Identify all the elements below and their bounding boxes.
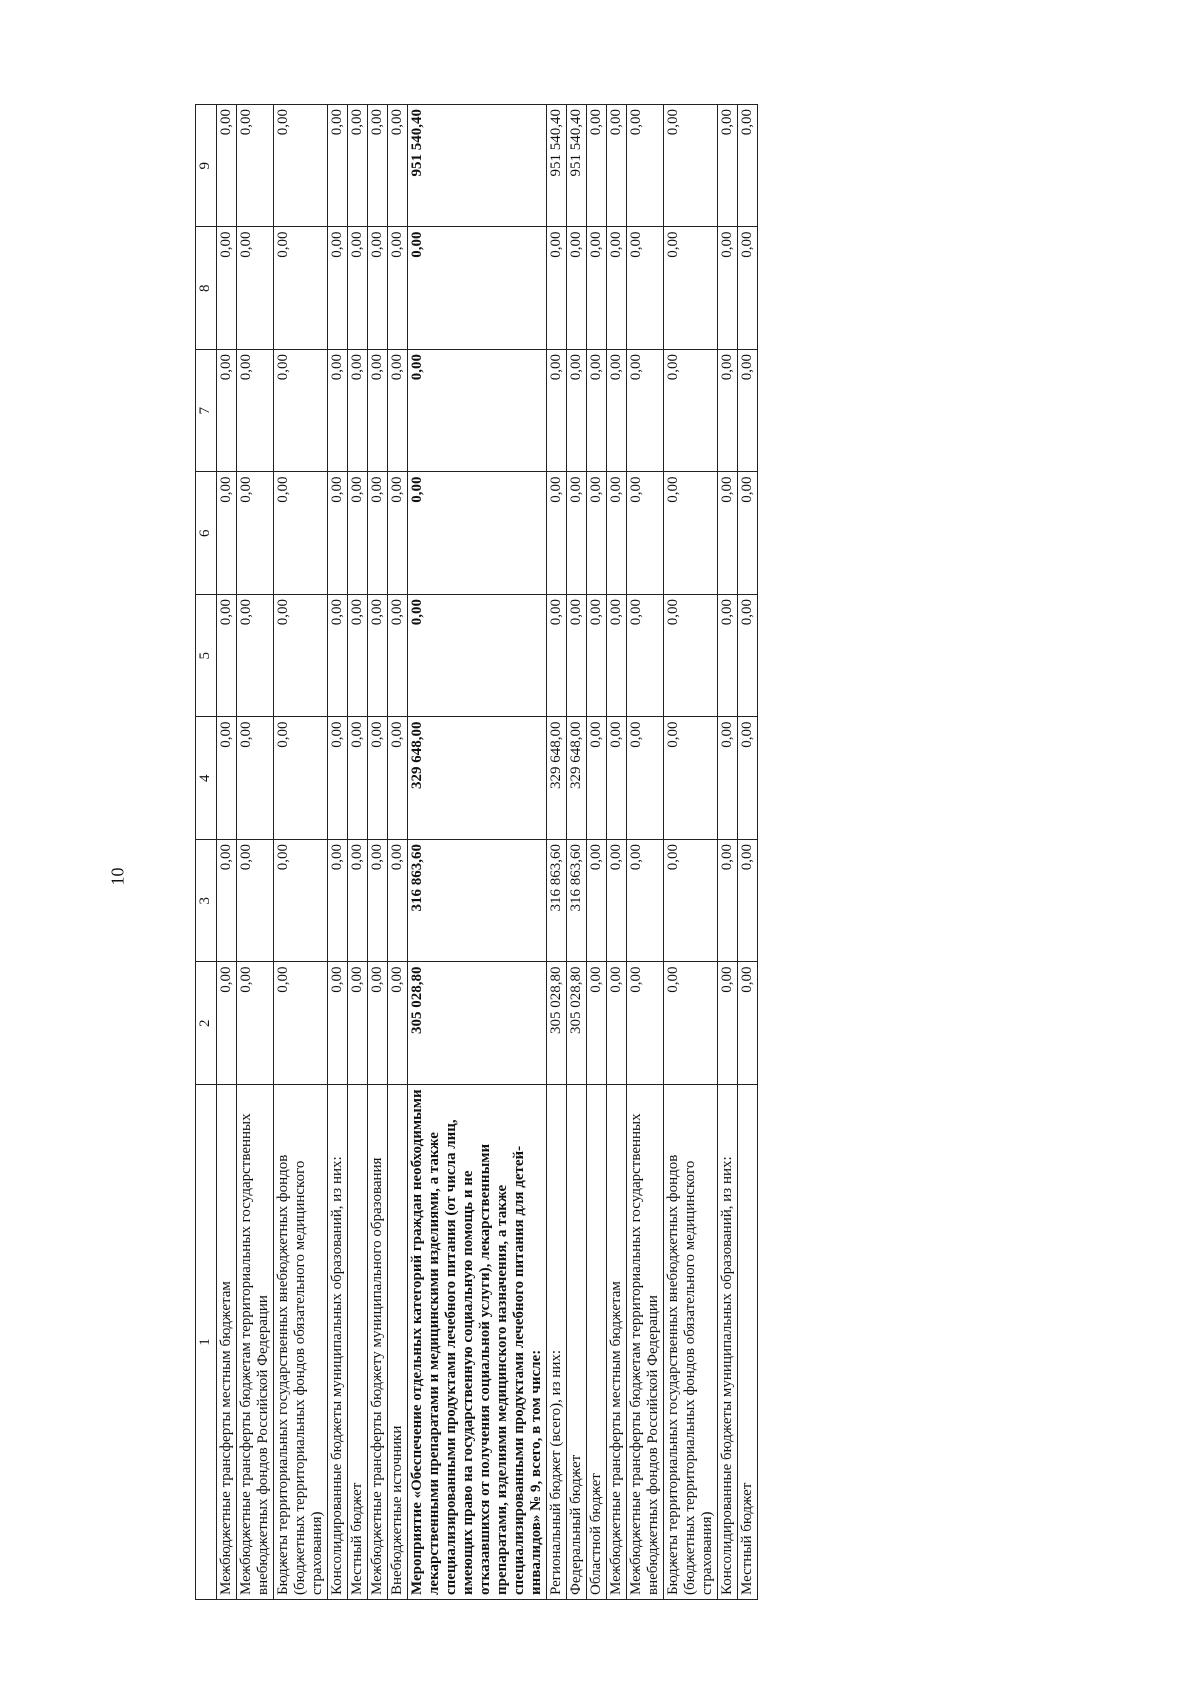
- page-number: 10: [107, 867, 128, 886]
- value-cell: 951 540,40: [547, 105, 567, 228]
- value-cell: 0,00: [547, 472, 567, 595]
- value-cell: 316 863,60: [408, 840, 547, 963]
- value-cell: 0,00: [408, 472, 547, 595]
- value-cell: 0,00: [348, 350, 368, 473]
- value-cell: 0,00: [664, 472, 718, 595]
- table-row: [348, 105, 368, 1600]
- value-cell: 0,00: [627, 105, 664, 228]
- row-label: Консолидированные бюджеты муниципальных образований, из них:: [328, 1085, 348, 1600]
- value-cell: 0,00: [368, 227, 388, 350]
- value-cell: 0,00: [607, 962, 627, 1085]
- column-header: 9: [196, 105, 217, 228]
- row-label: Областной бюджет: [587, 1085, 607, 1600]
- value-cell: 0,00: [567, 227, 587, 350]
- value-cell: 0,00: [388, 472, 408, 595]
- value-cell: 0,00: [718, 472, 738, 595]
- table-row: [627, 105, 664, 1600]
- value-cell: 0,00: [368, 717, 388, 840]
- value-cell: 0,00: [274, 472, 328, 595]
- table-body: [217, 105, 758, 1600]
- column-header: 4: [196, 717, 217, 840]
- value-cell: 0,00: [274, 840, 328, 963]
- value-cell: 0,00: [607, 105, 627, 228]
- value-cell: 0,00: [738, 595, 758, 718]
- value-cell: 316 863,60: [567, 840, 587, 963]
- table-row: [567, 105, 587, 1600]
- budget-table: [195, 104, 758, 1600]
- value-cell: 0,00: [237, 717, 274, 840]
- value-cell: 0,00: [718, 105, 738, 228]
- table-row: [368, 105, 388, 1600]
- row-label: Межбюджетные трансферты бюджету муниципального образования: [368, 1085, 388, 1600]
- value-cell: 0,00: [328, 717, 348, 840]
- value-cell: 0,00: [607, 595, 627, 718]
- value-cell: 0,00: [718, 350, 738, 473]
- row-label: Федеральный бюджет: [567, 1085, 587, 1600]
- value-cell: 0,00: [738, 227, 758, 350]
- row-label: Мероприятие «Обеспечение отдельных категорий граждан необходимыми лекарственными препаратами и медицинскими изделиями, а также специализированными продуктами лечебного питания (от числа лиц, имеющих право на государственную социальную помощь и не отказавшихся от получения социальной услуги), лекарственными препаратами, изделиями медицинского назначения, а также специализированными продуктами лечебного питания для детей-инвалидов» № 9, всего, в том числе:: [408, 1085, 547, 1600]
- value-cell: 0,00: [627, 962, 664, 1085]
- value-cell: 0,00: [567, 472, 587, 595]
- value-cell: 0,00: [607, 227, 627, 350]
- value-cell: 0,00: [217, 595, 237, 718]
- value-cell: 0,00: [547, 350, 567, 473]
- table-row: [607, 105, 627, 1600]
- table-row: [274, 105, 328, 1600]
- value-cell: 329 648,00: [567, 717, 587, 840]
- value-cell: 0,00: [547, 227, 567, 350]
- value-cell: 0,00: [217, 840, 237, 963]
- value-cell: 0,00: [587, 105, 607, 228]
- value-cell: 0,00: [388, 595, 408, 718]
- value-cell: 0,00: [408, 350, 547, 473]
- value-cell: 0,00: [274, 105, 328, 228]
- value-cell: 0,00: [274, 350, 328, 473]
- value-cell: 0,00: [738, 962, 758, 1085]
- value-cell: 0,00: [567, 350, 587, 473]
- value-cell: 0,00: [348, 227, 368, 350]
- value-cell: 0,00: [217, 350, 237, 473]
- value-cell: 0,00: [388, 717, 408, 840]
- column-header: 2: [196, 962, 217, 1085]
- value-cell: 0,00: [567, 595, 587, 718]
- value-cell: 0,00: [738, 472, 758, 595]
- value-cell: 951 540,40: [408, 105, 547, 228]
- value-cell: 0,00: [664, 350, 718, 473]
- column-header: 5: [196, 595, 217, 718]
- value-cell: 0,00: [627, 350, 664, 473]
- value-cell: 0,00: [718, 962, 738, 1085]
- row-label: Региональный бюджет (всего), из них:: [547, 1085, 567, 1600]
- value-cell: 0,00: [237, 472, 274, 595]
- value-cell: 0,00: [348, 840, 368, 963]
- row-label: Бюджеты территориальных государственных внебюджетных фондов (бюджетных территориальных фондов обязательного медицинского страхования): [664, 1085, 718, 1600]
- value-cell: 0,00: [738, 717, 758, 840]
- value-cell: 0,00: [237, 962, 274, 1085]
- value-cell: 0,00: [274, 717, 328, 840]
- value-cell: 0,00: [408, 227, 547, 350]
- value-cell: 0,00: [627, 840, 664, 963]
- value-cell: 0,00: [274, 227, 328, 350]
- value-cell: 0,00: [587, 840, 607, 963]
- value-cell: 0,00: [328, 472, 348, 595]
- table-row: [217, 105, 237, 1600]
- rotated-table-container: [195, 105, 1095, 1600]
- table-row: [388, 105, 408, 1600]
- value-cell: 305 028,80: [547, 962, 567, 1085]
- column-header: 3: [196, 840, 217, 963]
- value-cell: 0,00: [217, 227, 237, 350]
- value-cell: 0,00: [627, 717, 664, 840]
- row-label: Межбюджетные трансферты бюджетам территориальных государственных внебюджетных фондов Российской Федерации: [627, 1085, 664, 1600]
- column-header: 6: [196, 472, 217, 595]
- value-cell: 0,00: [237, 105, 274, 228]
- value-cell: 0,00: [587, 472, 607, 595]
- value-cell: 305 028,80: [567, 962, 587, 1085]
- value-cell: 0,00: [237, 350, 274, 473]
- value-cell: 0,00: [664, 840, 718, 963]
- value-cell: 0,00: [348, 472, 368, 595]
- value-cell: 0,00: [607, 350, 627, 473]
- value-cell: 305 028,80: [408, 962, 547, 1085]
- value-cell: 0,00: [368, 962, 388, 1085]
- row-label: Местный бюджет: [738, 1085, 758, 1600]
- row-label: Межбюджетные трансферты местным бюджетам: [217, 1085, 237, 1600]
- value-cell: 0,00: [328, 962, 348, 1085]
- value-cell: 0,00: [348, 962, 368, 1085]
- value-cell: 0,00: [388, 227, 408, 350]
- column-header: 1: [196, 1085, 217, 1600]
- value-cell: 0,00: [587, 962, 607, 1085]
- row-label: Местный бюджет: [348, 1085, 368, 1600]
- value-cell: 0,00: [388, 962, 408, 1085]
- value-cell: 329 648,00: [547, 717, 567, 840]
- value-cell: 0,00: [368, 472, 388, 595]
- value-cell: 0,00: [237, 840, 274, 963]
- value-cell: 0,00: [348, 595, 368, 718]
- value-cell: 0,00: [664, 105, 718, 228]
- row-label: Бюджеты территориальных государственных внебюджетных фондов (бюджетных территориальных фондов обязательного медицинского страхования): [274, 1085, 328, 1600]
- value-cell: 329 648,00: [408, 717, 547, 840]
- value-cell: 0,00: [718, 840, 738, 963]
- value-cell: 0,00: [664, 962, 718, 1085]
- value-cell: 0,00: [587, 227, 607, 350]
- value-cell: 0,00: [388, 105, 408, 228]
- value-cell: 0,00: [547, 595, 567, 718]
- value-cell: 0,00: [274, 962, 328, 1085]
- table-row: [237, 105, 274, 1600]
- column-header: 8: [196, 227, 217, 350]
- value-cell: 0,00: [627, 595, 664, 718]
- value-cell: 0,00: [607, 472, 627, 595]
- table-row: [408, 105, 547, 1600]
- column-header: 7: [196, 350, 217, 473]
- value-cell: 0,00: [217, 472, 237, 595]
- value-cell: 0,00: [388, 840, 408, 963]
- row-label: Внебюджетные источники: [388, 1085, 408, 1600]
- value-cell: 0,00: [738, 350, 758, 473]
- value-cell: 0,00: [368, 840, 388, 963]
- row-label: Межбюджетные трансферты бюджетам территориальных государственных внебюджетных фондов Российской Федерации: [237, 1085, 274, 1600]
- table-row: [587, 105, 607, 1600]
- table-row: [664, 105, 718, 1600]
- value-cell: 0,00: [388, 350, 408, 473]
- value-cell: 0,00: [627, 227, 664, 350]
- value-cell: 0,00: [627, 472, 664, 595]
- table-row: [738, 105, 758, 1600]
- table-row: [328, 105, 348, 1600]
- value-cell: 0,00: [368, 595, 388, 718]
- value-cell: 0,00: [587, 595, 607, 718]
- value-cell: 0,00: [738, 840, 758, 963]
- table-row: [547, 105, 567, 1600]
- value-cell: 0,00: [718, 227, 738, 350]
- value-cell: 0,00: [718, 717, 738, 840]
- table-row: [718, 105, 738, 1600]
- value-cell: 0,00: [738, 105, 758, 228]
- value-cell: 0,00: [237, 595, 274, 718]
- row-label: Консолидированные бюджеты муниципальных образований, из них:: [718, 1085, 738, 1600]
- value-cell: 0,00: [328, 227, 348, 350]
- value-cell: 0,00: [664, 717, 718, 840]
- value-cell: 951 540,40: [567, 105, 587, 228]
- value-cell: 0,00: [328, 350, 348, 473]
- value-cell: 0,00: [664, 595, 718, 718]
- value-cell: 0,00: [348, 105, 368, 228]
- value-cell: 0,00: [368, 105, 388, 228]
- value-cell: 316 863,60: [547, 840, 567, 963]
- value-cell: 0,00: [607, 717, 627, 840]
- value-cell: 0,00: [328, 595, 348, 718]
- value-cell: 0,00: [718, 595, 738, 718]
- value-cell: 0,00: [217, 962, 237, 1085]
- value-cell: 0,00: [328, 840, 348, 963]
- value-cell: 0,00: [607, 840, 627, 963]
- value-cell: 0,00: [408, 595, 547, 718]
- value-cell: 0,00: [217, 105, 237, 228]
- value-cell: 0,00: [237, 227, 274, 350]
- value-cell: 0,00: [368, 350, 388, 473]
- row-label: Межбюджетные трансферты местным бюджетам: [607, 1085, 627, 1600]
- value-cell: 0,00: [328, 105, 348, 228]
- value-cell: 0,00: [587, 717, 607, 840]
- value-cell: 0,00: [348, 717, 368, 840]
- header-row: [196, 105, 217, 1600]
- value-cell: 0,00: [587, 350, 607, 473]
- value-cell: 0,00: [664, 227, 718, 350]
- value-cell: 0,00: [274, 595, 328, 718]
- value-cell: 0,00: [217, 717, 237, 840]
